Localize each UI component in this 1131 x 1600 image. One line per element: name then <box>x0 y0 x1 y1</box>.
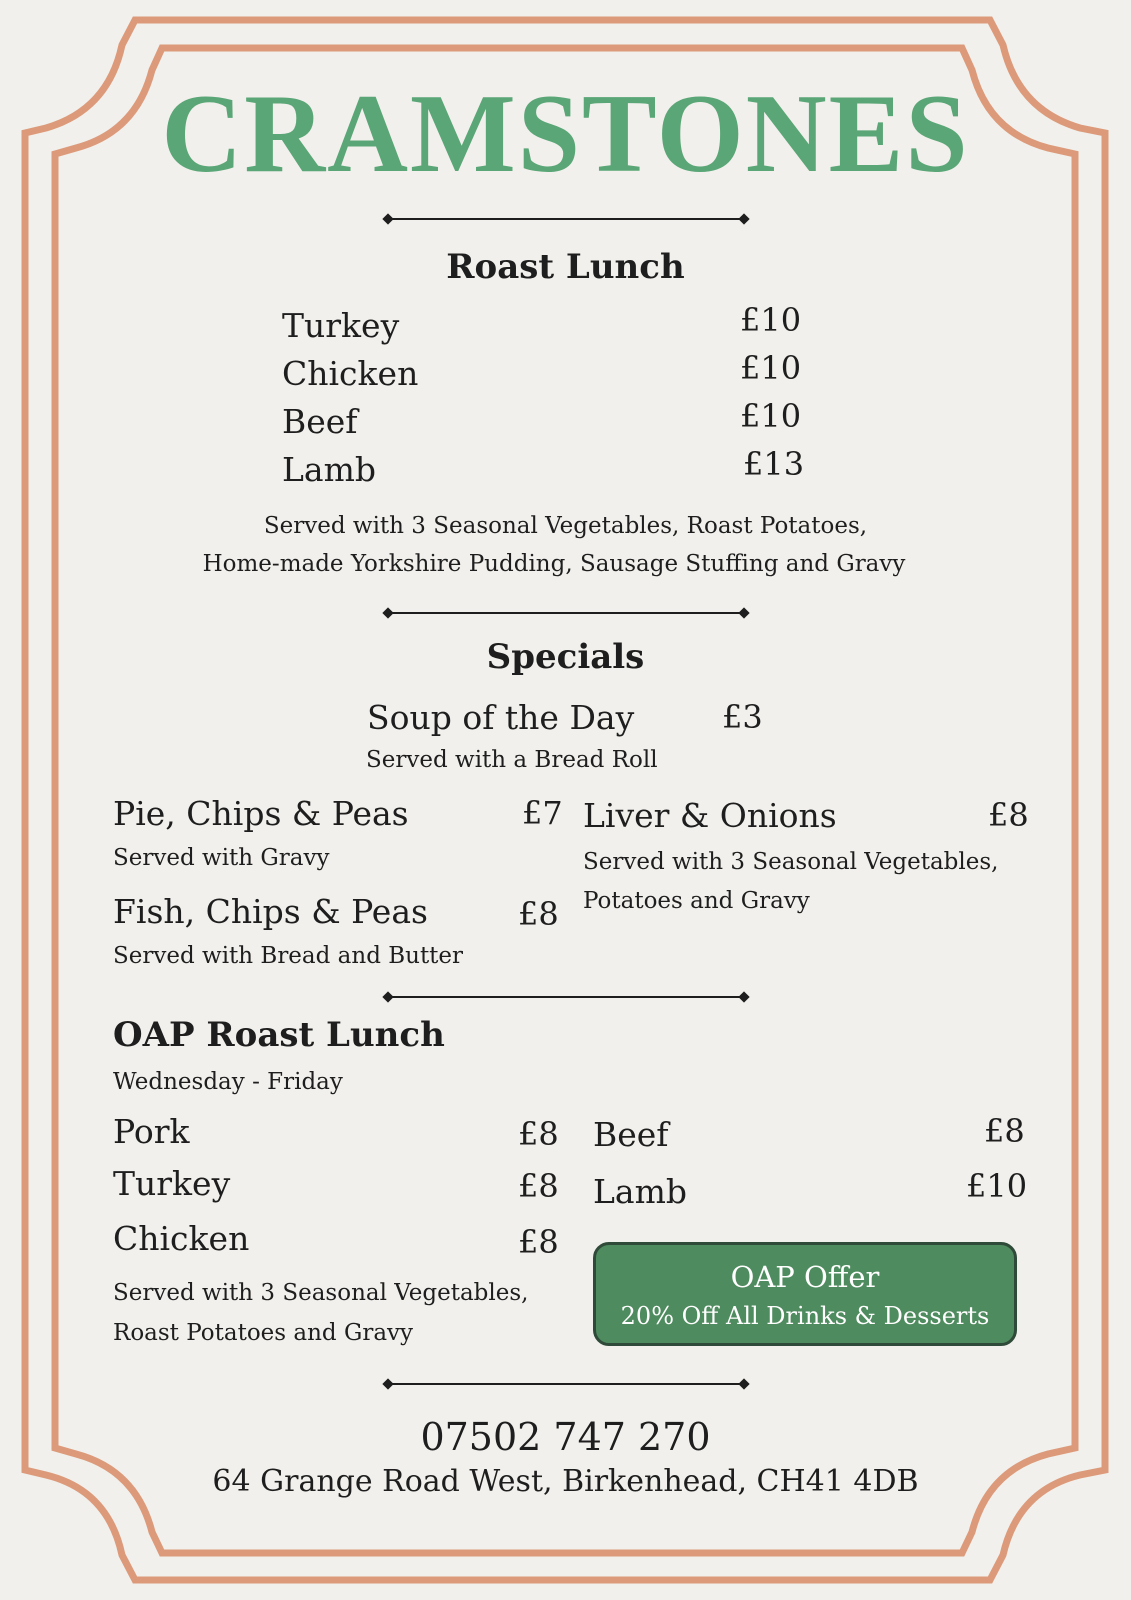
oap-note: Served with 3 Seasonal Vegetables, <box>113 1280 529 1306</box>
oap-note: Roast Potatoes and Gravy <box>113 1320 414 1346</box>
specials-heading: Specials <box>486 637 645 677</box>
oap-days: Wednesday - Friday <box>113 1069 343 1095</box>
roast-item-name: Turkey <box>282 306 400 345</box>
special-item-note: Served with 3 Seasonal Vegetables, <box>583 849 999 875</box>
section-divider <box>388 218 744 220</box>
special-item-name: Fish, Chips & Peas <box>113 892 428 931</box>
roast-item-name: Lamb <box>282 450 377 489</box>
roast-item-price: £10 <box>740 301 802 339</box>
phone-number: 07502 747 270 <box>420 1415 711 1459</box>
oap-heading: OAP Roast Lunch <box>113 1015 445 1055</box>
oap-item-price: £8 <box>518 1167 559 1205</box>
roast-note: Home-made Yorkshire Pudding, Sausage Stuffing and Gravy <box>202 551 906 577</box>
roast-item-price: £10 <box>740 349 802 387</box>
brand-logo: CRAMSTONES <box>161 72 970 196</box>
address: 64 Grange Road West, Birkenhead, CH41 4DB <box>212 1464 919 1499</box>
roast-item-price: £13 <box>743 445 805 483</box>
special-item-name: Liver & Onions <box>583 796 837 835</box>
roast-item-name: Chicken <box>282 354 419 393</box>
oap-item-name: Lamb <box>593 1172 688 1211</box>
special-item-note: Served with Bread and Butter <box>113 943 464 969</box>
oap-item-price: £8 <box>984 1112 1025 1150</box>
section-divider <box>388 996 744 998</box>
section-divider <box>388 1383 744 1385</box>
roast-item-name: Beef <box>282 402 358 441</box>
oap-offer-subtitle: 20% Off All Drinks & Desserts <box>620 1302 990 1330</box>
roast-item-price: £10 <box>740 397 802 435</box>
oap-item-price: £10 <box>966 1167 1028 1205</box>
roast-note: Served with 3 Seasonal Vegetables, Roast Potatoes, <box>263 513 868 539</box>
special-item-name: Soup of the Day <box>367 698 635 737</box>
oap-offer-title: OAP Offer <box>730 1260 880 1294</box>
special-item-price: £3 <box>722 698 763 736</box>
special-item-note: Served with Gravy <box>113 845 330 871</box>
oap-item-name: Pork <box>113 1112 190 1151</box>
roast-lunch-heading: Roast Lunch <box>446 247 685 287</box>
oap-item-price: £8 <box>518 1115 559 1153</box>
oap-item-name: Chicken <box>113 1219 250 1258</box>
oap-item-price: £8 <box>518 1223 559 1261</box>
oap-item-name: Turkey <box>113 1164 231 1203</box>
oap-item-name: Beef <box>593 1115 669 1154</box>
special-item-name: Pie, Chips & Peas <box>113 794 409 833</box>
special-item-price: £7 <box>522 794 563 832</box>
special-item-note: Served with a Bread Roll <box>366 747 658 773</box>
special-item-note: Potatoes and Gravy <box>583 888 810 914</box>
special-item-price: £8 <box>518 895 559 933</box>
special-item-price: £8 <box>988 796 1029 834</box>
section-divider <box>388 612 744 614</box>
oap-offer-badge <box>593 1242 1017 1346</box>
